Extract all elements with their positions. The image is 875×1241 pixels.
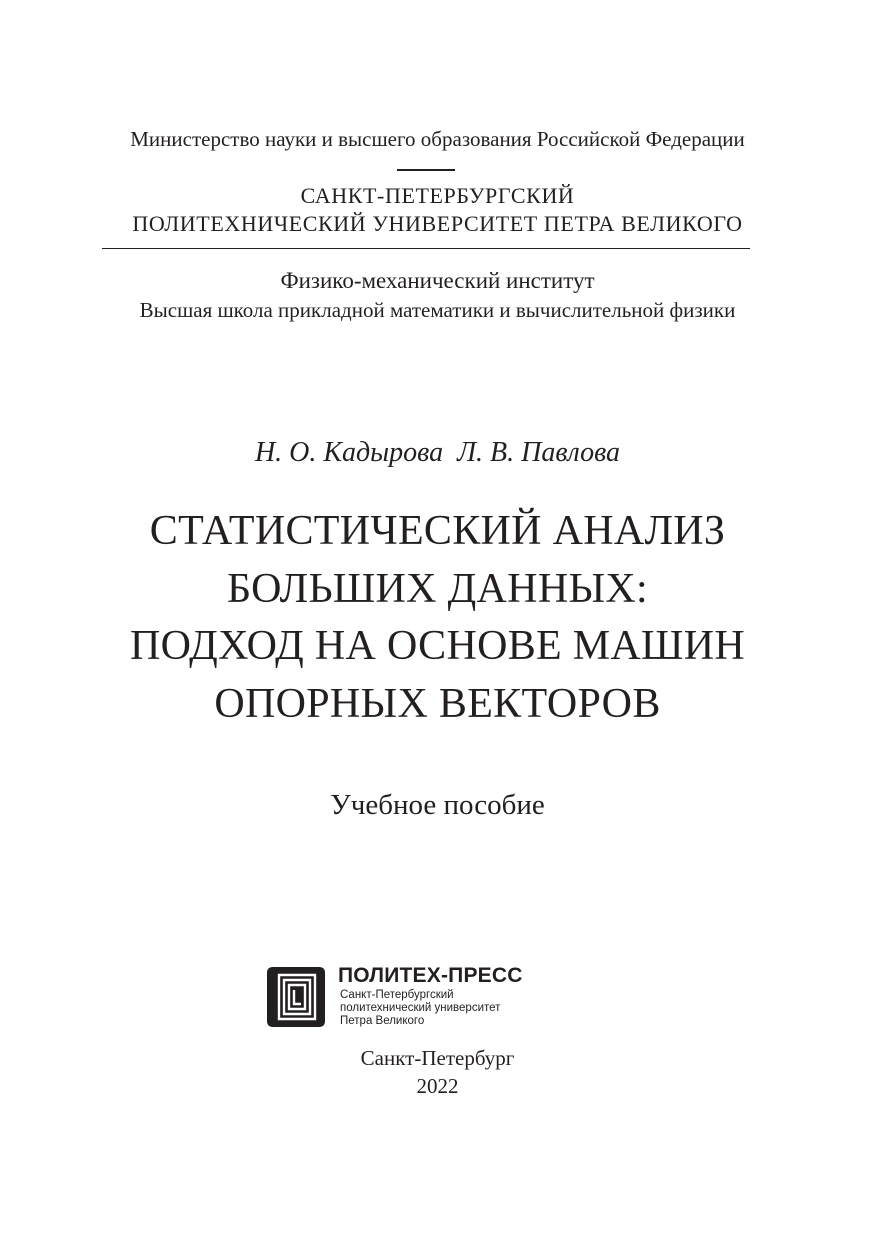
publication-year: 2022 bbox=[416, 1074, 459, 1098]
university-name-line-2: ПОЛИТЕХНИЧЕСКИЙ УНИВЕРСИТЕТ ПЕТРА ВЕЛИКОГО bbox=[132, 211, 743, 236]
ministry-line: Министерство науки и высшего образования Российской Федерации bbox=[130, 127, 745, 151]
book-title-line-4: ОПОРНЫХ ВЕКТОРОВ bbox=[214, 681, 661, 727]
polytech-press-logo-icon bbox=[265, 965, 327, 1029]
book-subtitle: Учебное пособие bbox=[330, 789, 545, 821]
publisher-subline-3: Петра Великого bbox=[340, 1015, 425, 1027]
book-title-line-2: БОЛЬШИХ ДАННЫХ: bbox=[227, 566, 648, 612]
university-name-line-1: САНКТ-ПЕТЕРБУРГСКИЙ bbox=[300, 183, 575, 208]
institute-name: Физико-механический институт bbox=[280, 268, 595, 293]
publisher-subline-1: Санкт-Петербургский bbox=[340, 989, 454, 1001]
authors: Н. О. Кадырова Л. В. Павлова bbox=[254, 437, 621, 468]
book-title-line-3: ПОДХОД НА ОСНОВЕ МАШИН bbox=[130, 623, 745, 669]
publication-city: Санкт-Петербург bbox=[360, 1046, 515, 1070]
long-divider bbox=[102, 248, 750, 249]
short-divider bbox=[397, 169, 455, 171]
publisher-name: ПОЛИТЕХ-ПРЕСС bbox=[338, 964, 523, 987]
publisher-subline-2: политехнический университет bbox=[340, 1002, 501, 1014]
school-name: Высшая школа прикладной математики и вычислительной физики bbox=[139, 298, 736, 322]
book-title-line-1: СТАТИСТИЧЕСКИЙ АНАЛИЗ bbox=[149, 508, 726, 554]
